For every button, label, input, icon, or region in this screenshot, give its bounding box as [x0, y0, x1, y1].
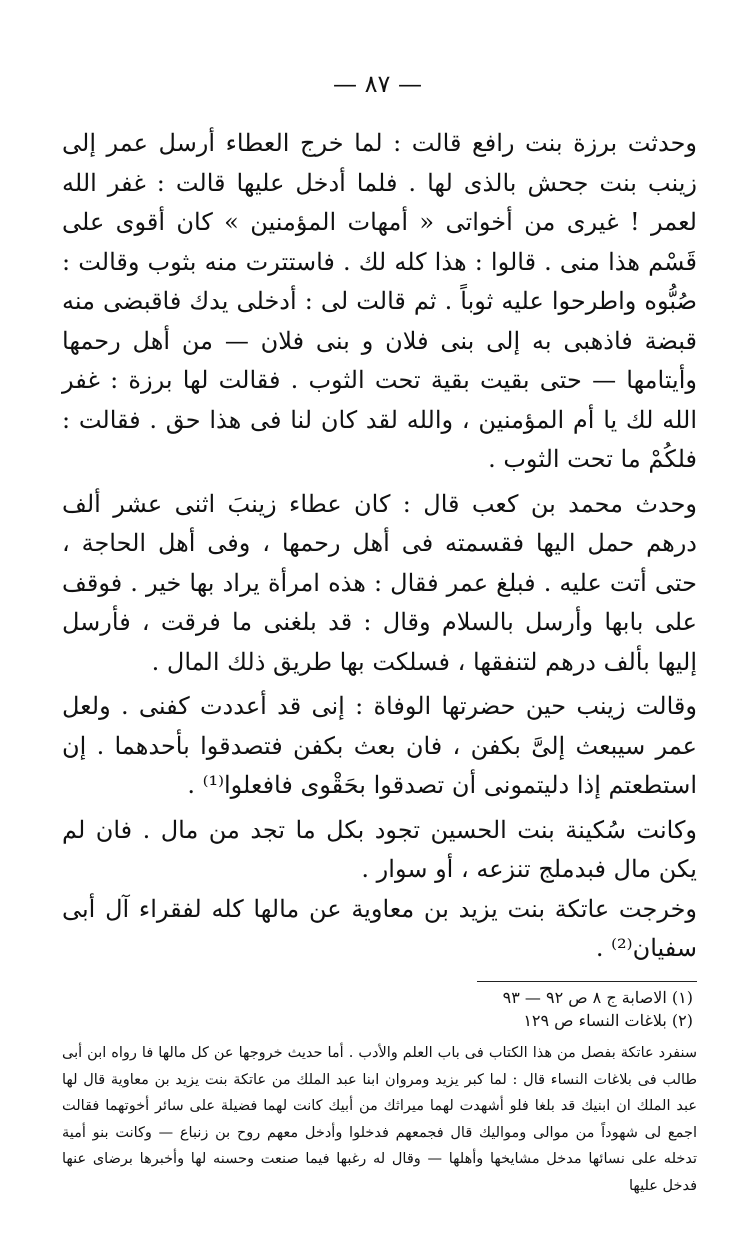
footnote: (١) الاصابة ج ٨ ص ٩٢ — ٩٣: [502, 988, 693, 1007]
paragraph: وقالت زينب حين حضرتها الوفاة : إنى قد أعددت كفنى . ولعل عمر سيبعث إلىَّ بكفن ، فان بعث بكفن فتصدقوا بأحدهما . إن استطعتم إذا دليتمونى أن تصدقوا بحَقْوى فافعلوا⁽¹⁾ .: [62, 692, 697, 799]
extended-note: [62, 1040, 697, 1199]
paragraph: وخرجت عاتكة بنت يزيد بن معاوية عن مالها كله لفقراء آل أبى سفيان⁽²⁾ .: [62, 894, 697, 962]
paragraph: وكانت سُكينة بنت الحسين تجود بكل ما تجد من مال . فان لم يكن مال فبدملج تنزعه ، أو سوار .: [62, 815, 697, 883]
page-number: — ٨٧ —: [332, 70, 423, 98]
footnotes: [62, 986, 697, 1032]
footnote: (٢) بلاغات النساء ص ١٢٩: [523, 1011, 693, 1030]
paragraph: وحدثت برزة بنت رافع قالت : لما خرج العطاء أرسل عمر إلى زينب بنت جحش بالذى لها . فلما أدخل عليها قالت : غفر الله لعمر ! غيرى من أخواتى « أمهات المؤمنين » كان أقوى على قَسْم هذا منى . قالوا : هذا كله لك . فاستترت منه بثوب وقالت : صُبُّوه واطرحوا عليه ثوباً . ثم قالت لى : أدخلى يدك فاقبضى منه قبضة فاذهبى به إلى بنى فلان و بنى فلان — من أهل رحمها وأيتامها — حتى بقيت بقية تحت الثوب . فقالت لها برزة : غفر الله لك يا أم المؤمنين ، والله لقد كان لنا فى هذا حق . فقالت : فلكُمْ ما تحت الثوب .: [62, 129, 697, 473]
footnote-divider: [477, 981, 697, 982]
extended-note-text: سنفرد عاتكة بفصل من هذا الكتاب فى باب العلم والأدب . أما حديث خروجها عن كل مالها فا رواه ابن أبى طالب فى بلاغات النساء قال : لما كبر يزيد ومروان ابنا عبد الملك من عاتكة بنت يزيد بن معاوية قال لها عبد الملك ان ابنيك قد بلغا فلو أشهدت لهما ميراثك من أبيك كانت لهما فضيلة على سائر أخوتهما فقالت اجمع لى شهوداً من موالى ومواليك قال فجمعهم فدخلوا وأدخل معهم روح بن زنباع — وكانت بنو أمية تدخله على نسائها مدخل مشايخها وأهلها — وقال له رغبها فيما صنعت وحسنه لها وأخبرها برضاى عنها فدخل عليها: [62, 1045, 697, 1194]
main-text: [62, 124, 697, 969]
paragraph: وحدث محمد بن كعب قال : كان عطاء زينبَ اثنى عشر ألف درهم حمل اليها فقسمته فى أهل رحمها ، وفى أهل الحاجة ، حتى أتت عليه . فبلغ عمر فقال : هذه امرأة يراد بها خير . فوقف على بابها وأرسل بالسلام وقال : قد بلغنى ما فرقت ، فأرسل إليها بألف درهم لتنفقها ، فسلكت بها طريق ذلك المال .: [62, 489, 697, 676]
